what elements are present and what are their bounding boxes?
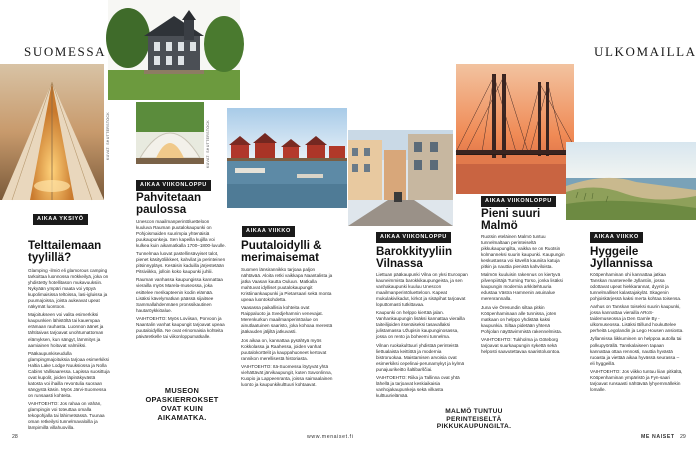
article-5-tag: AIKAA VIIKONLOPPU [481,196,556,207]
photo-caption: KUVAT: SHUTTERSTOCK [206,120,210,169]
article-2-tag: AIKAA VIIKONLOPPU [136,180,211,191]
photo-boathouses [227,108,347,208]
article-6-body: Kööpenhaminan ohi kannattaa jatkaa Tanskan mantereelle Jyllantiin, jossa odottavat upeat hiekkarannat, dyynit ja tunnelmalliset kalastajakylät. Skagenin pohjoiskärjessä kaksi merta kohtaa toisensa. Aarhus on Tanskan toiseksi suurin kaupunki, jossa kannattaa vierailla ARoS-taidemuseossa ja Den Gamle By -ulkomuseossa. Lisäksi Billund houkuttelee perheitä Legolandin ja Lego Housen ansiosta. Jyllannissa liikkuminen on helppoa autolla tai polkupyörällä. Tanskalaiseen tapaan kannattaa ottaa rennosti, nauttia hyvästä ruoasta ja viettää aikaa hyvässä seurassa – eli hyggeillä. VAIHTOEHTO: Jos viikko tuntuu liian pitkältä, Kööpenhaminan ympäristö ja Fyn-saari tarjoavat runsaasti nähtävää lyhyemmällekin lomalle. [590,272,684,392]
footer-brand: ME NAISET [641,434,675,440]
article-4-tag: AIKAA VIIKONLOPPU [376,232,451,243]
article-2-pullquote: MUSEON OPASKIERROKSET OVAT KUIN AIKAMATKA. [145,386,219,422]
article-5-title: Pieni suuri Malmö [481,207,541,233]
page-number-left: 28 [12,434,18,440]
article-4-body: Liettuan pääkaupunki Vilna on yksi Euroopan kauneimmista barokkikaupungeista, ja sen vanhakaupunki kuuluu Unescon maailmanperintöluetteloon. Kapeat mukulakivikadut, kirkot ja sisäpihat tarjoavat loputtomasti tutkittavaa. Kaupunki on helppo kiertää jalan. Vanhankaupungin lisäksi kannattaa vierailla taiteilijoiden itsenäiseksi tasavallaksi julistamassa Užupisin kaupunginosassa, jossa on rento ja boheemi tunnelma. Vilnan ruokakulttuuri yhdistää perinteistä liettualaista keittiötä ja modernia bistroruokaa. Maistamisen arvoisia ovat esimerkiksi cepelinai-perunamykyt ja kylmä punajuurikeitto šaltibarščiai. VAIHTOEHTO: Riika ja Tallinna ovat yhtä lähellä ja tarjoavat keskiaikaisia vanhojakaupunkeja sekä vilkasta kulttuurielämää. [376,272,468,398]
article-5-body: Ruotsin eteläinen Malmö tuntuu tunnelmaltaan perinteiseltä pikkukaupungilta, vaikka se on Ruotsin kolmanneksi suurin kaupunki. Kaupungin keskustassa voi kävellä kauniita katuja pitkin ja nauttia pienistä kahviloista. Malmön kuuluisin rakennus on kiertyvä pilvenpiirtäjä Turning Torso, jonka lisäksi kaupungin modernia arkkitehtuuria edustaa Västra Hamnenin asuinalue merenrannalla. Juna vie Öresundin siltaa pitkin Kööpenhaminaan alle tunnissa, joten matkaan on helppo yhdistää kaksi kaupunkia. Siltaa pidetään yhtenä Pohjolan näyttävimmistä rakennelmista. VAIHTOEHTO: Tukholma ja Göteborg tarjoavat suurkaupungin sykettä sekä helposti saavutettavaa saaristoluontoa. [481,234,565,354]
article-6-title: Hyggeile Jyllannissa [590,245,653,271]
article-1-title: Telttailemaan tyylillä? [28,239,102,265]
footer-url: www.menaiset.fi [307,434,354,440]
section-suomessa: SUOMESSA [24,44,107,59]
article-3-body: Suomen länsirannikko tarjoaa paljon nähtävää. Aloita retki vaikkapa Naantalista ja jatka Vaasan kautta Ouluun. Matkalla mahtuvat idylliset puutalokaupungit Kristiinankaupunki ja Pietarsaari sekä monta upeaa luontokohdetta. Vaasassa paikallisia kohteita ovat Raippaluoto ja Svedjehamnin venevajat. Merenkurkun maailmanperintöalue on ainutlaatuinen saaristo, joka kohoaa merestä jääkauden jäljiltä jatkuvasti. Jos aikaa on, kannattaa pysähtyä myös Kokkolassa ja Raahessa, joiden vanhat puutalokorttelit ja kauppahuoneet kertovat rannikon merellisestä historiasta. VAIHTOEHTO: Itä-Suomessa löytyvät yhtä viehättävät järvikaupungit, kuten Savonlinna, Kuopio ja Lappeenranta, joissa saimaalainen luonto ja kaupunkikulttuuri kohtaavat. [241,267,333,387]
article-1-body: Glamping -ilmiö eli glamorous camping tarkoittaa luonnossa mökkeilyä, joka on yhdistetty hotellitason mukavuuksiin. Nykyään ympäri maata voi yöpyä kupolimaisissa teltoissa, lasi-igluissa ja puumajoissa, joista aukeavat upeat näkymät luontoon. Majoitukseen voi valita esimerkiksi kaupunkien lähistöltä tai kauempaa erämaan rauhasta. Luonnon äänet ja tähtitaivas tarjoavat unohtumattoman elämyksen, kun sängyt, lämmitys ja aamiainen hoituvat valmiiksi. Pääkaupunkiseudulla glampingmajoituksia tarjoaa esimerkiksi Haltia Lake Lodge Nuuksiossa ja Nolla Cabins Vallisaaressa. Lapissa suosittuja ovat kupolit, joiden läpinäkyvästä katosta voi ihailla revontulia suoraan sängystä käsin. Myös Järvi-Suomessa on runsaasti kohteita. VAIHTOEHTO: Jos rahaa on vähän, glampingin voi toteuttaa omalla tekopohjalla tai lähimetsässä. Tuunaa oman retkeilysi tunnelmavaloilla ja lämpimillä villahuovilla. [28,268,110,431]
page-number-right: 29 [680,434,686,440]
article-2-body: Unescon maailmanperintöluetteloon kuuluva Rauman puutalokaupunki on Pohjoismaiden suurimpia yhtenäisiä puukaupunkeja. Sen kapeilla kujilla voi kulkea kuin aikamatkalla 1700–1800-luvulle. Tunnelmaa luovat pastellinsävyiset talot, pienet käsityöliikkeet, kahvilat ja perinteinen pitsinnypläys. Kesäisin kaduilla järjestetään Pitsiviikko, jolloin koko kaupunki juhlii. Rauman vanhassa kaupungissa kannattaa vierailla myös Marela-museossa, joka esittelee merikapteenin kodin elämää. Lisäksi kävelymatkan päässä sijaitsee Sammallahdenmäen pronssikautinen hautaröykkiöalue. VAIHTOEHTO: Myös Loviisan, Porvoon ja Naantalin vanhat kaupungit tarjoavat upeaa puutaloidylliä. Ne ovat erinomaisia kohteita päiväretkelle tai viikonloppumatkalle. [136,219,226,339]
article-1-tag: AIKAA YKSIYÖ [33,214,88,225]
photo-caption: KUVAT: SHUTTERSTOCK [106,112,110,161]
article-4-title: Barokkityyliin Vilnassa [376,245,453,271]
photo-oresund-bridge [456,64,574,194]
photo-old-town-street [348,130,453,226]
article-3-title: Puutaloidylli & merimaisemat [241,239,322,265]
article-5-pullquote: MALMÖ TUNTUU PERINTEISELTÄ PIKKUKAUPUNGILTA. [436,408,512,431]
article-3-tag: AIKAA VIIKKO [242,226,295,237]
article-2-title: Pahvitetaan paulossa [136,191,202,217]
article-6-tag: AIKAA VIIKKO [590,232,643,243]
photo-danish-coast [566,142,696,220]
section-ulkomailla: ULKOMAILLA [594,44,697,59]
photo-green-shelter [136,102,204,164]
photo-wooden-villa [108,0,240,100]
photo-glamping-tent [0,64,104,200]
